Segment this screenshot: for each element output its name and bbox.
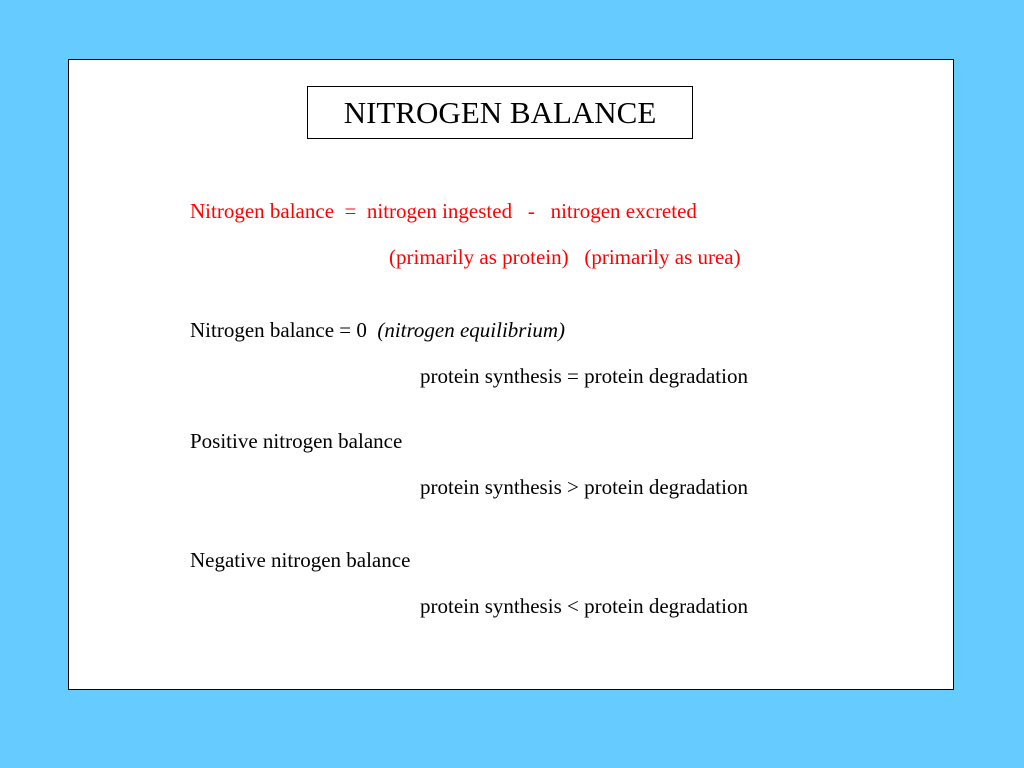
section-positive-detail: protein synthesis > protein degradation [420,475,748,499]
section-positive-heading: Positive nitrogen balance [190,429,403,453]
section-negative-detail: protein synthesis < protein degradation [420,594,748,618]
slide-panel [68,59,954,690]
section-negative-heading: Negative nitrogen balance [190,548,411,572]
section-equilibrium-heading [190,318,565,342]
section-equilibrium-note: (nitrogen equilibrium) [377,318,565,342]
section-equilibrium-detail: protein synthesis = protein degradation [420,364,748,388]
equation-line-2: (primarily as protein) (primarily as urea) [389,245,741,269]
section-equilibrium-heading-text: Nitrogen balance = 0 [190,318,378,342]
equation-line-1: Nitrogen balance = nitrogen ingested - nitrogen excreted [190,199,697,223]
slide-title-text: NITROGEN BALANCE [343,94,657,130]
slide-title [307,86,693,139]
